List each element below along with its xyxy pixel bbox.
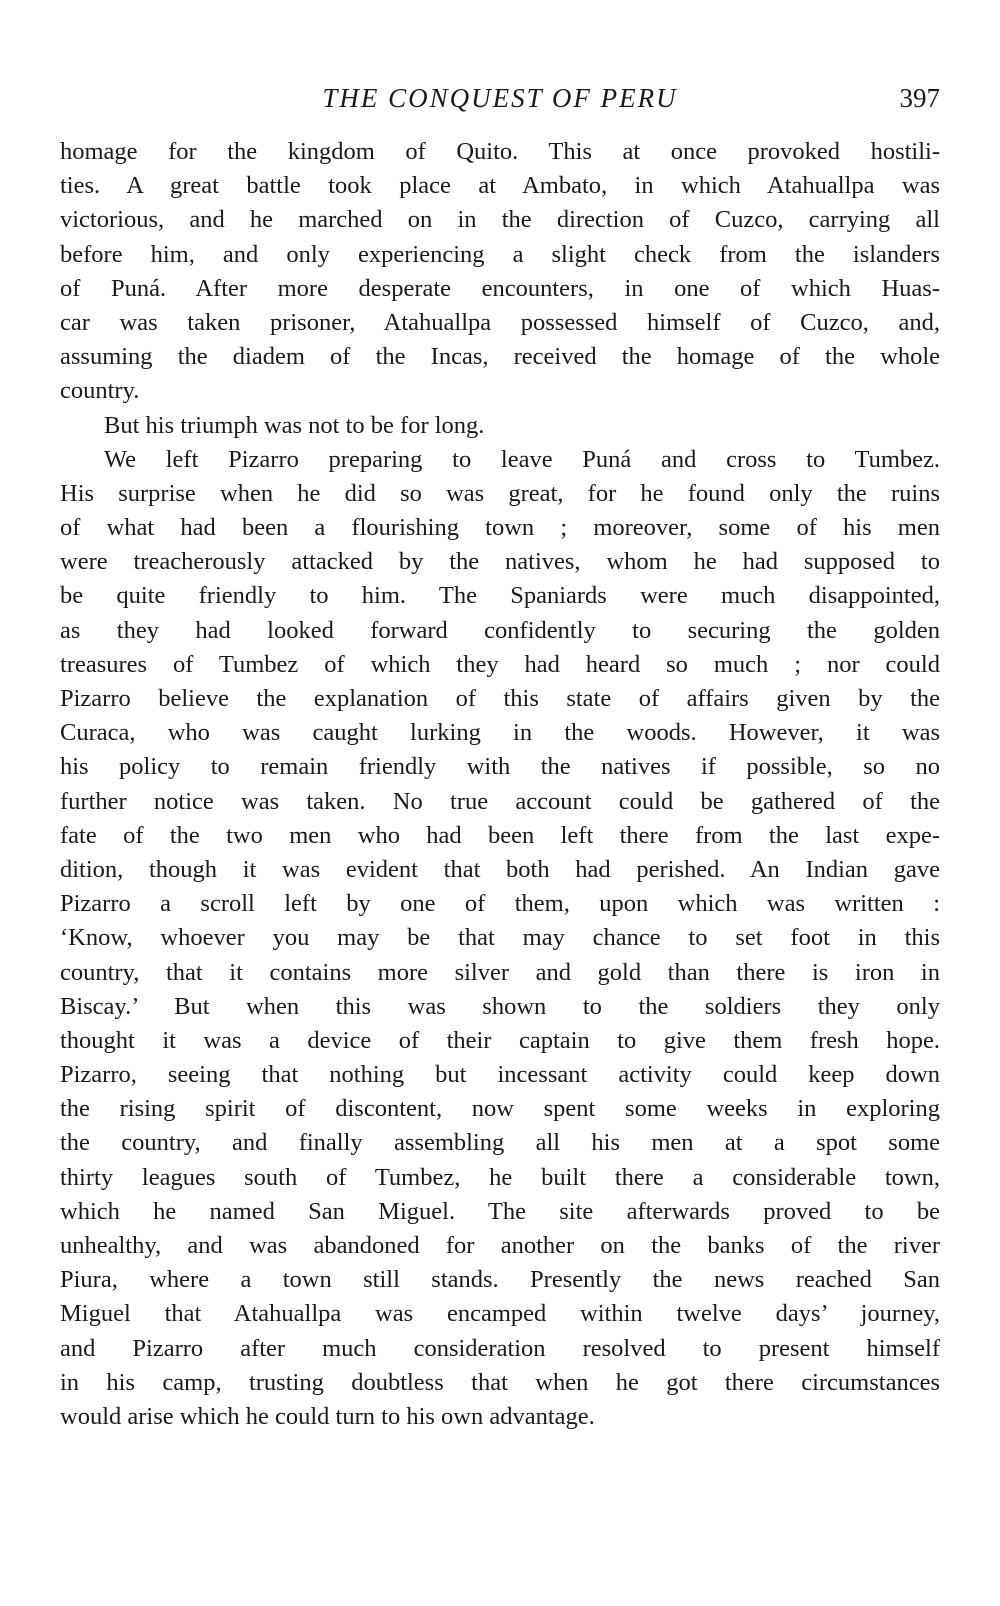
paragraph [60,409,940,443]
text-line: Pizarro, seeing that nothing but incessant activity could keep down [60,1061,940,1089]
text-line: We left Pizarro preparing to leave Puná and cross to Tumbez. [104,445,940,473]
text-line: But his triumph was not to be for long. [104,411,485,439]
text-line: country, that it contains more silver and gold than there is iron in [60,958,940,986]
text-line: unhealthy, and was abandoned for another on the banks of the river [60,1232,940,1259]
text-line: his policy to remain friendly with the natives if possible, so no [60,753,940,781]
running-title: THE CONQUEST OF PERU [322,83,678,113]
text-line: Pizarro believe the explanation of this state of affairs given by the [60,685,940,712]
text-line: dition, though it was evident that both had perished. An Indian gave [60,855,940,883]
text-line: ties. A great battle took place at Ambato, in which Atahuallpa was [60,172,940,200]
text-line: the country, and finally assembling all his men at a spot some [60,1129,940,1157]
text-line: Biscay.’ But when this was shown to the soldiers they only [60,992,940,1020]
text-line: and Pizarro after much consideration resolved to present himself [60,1334,940,1362]
text-line: thirty leagues south of Tumbez, he built there a considerable town, [60,1163,940,1191]
paragraph [60,443,940,1434]
text-line: of Puná. After more desperate encounters, in one of which Huas- [60,274,940,302]
text-line: Piura, where a town still stands. Presently the news reached San [60,1266,940,1294]
body-text [60,135,940,1434]
text-line: the rising spirit of discontent, now spent some weeks in exploring [60,1095,940,1123]
text-line: His surprise when he did so was great, for he found only the ruins [60,479,940,507]
text-line: victorious, and he marched on in the direction of Cuzco, carrying all [60,206,940,234]
page-number: 397 [899,83,940,113]
text-line: ‘Know, whoever you may be that may chance to set foot in this [60,924,940,952]
text-line: thought it was a device of their captain to give them fresh hope. [60,1026,940,1054]
text-line: assuming the diadem of the Incas, received the homage of the whole [60,343,940,371]
running-head [60,78,940,118]
text-line: were treacherously attacked by the natives, whom he had supposed to [60,548,940,576]
text-line: as they had looked forward confidently to securing the golden [60,616,940,644]
text-line: be quite friendly to him. The Spaniards were much disappointed, [60,582,940,610]
text-line: further notice was taken. No true account could be gathered of the [60,787,940,815]
paragraph [60,135,940,409]
text-line: would arise which he could turn to his own advantage. [60,1402,595,1430]
text-line: before him, and only experiencing a slight check from the islanders [60,240,940,268]
text-line: of what had been a flourishing town ; moreover, some of his men [60,514,940,542]
text-line: which he named San Miguel. The site afterwards proved to be [60,1197,940,1225]
text-line: Miguel that Atahuallpa was encamped within twelve days’ journey, [60,1300,940,1328]
text-line: treasures of Tumbez of which they had heard so much ; nor could [60,650,940,678]
text-line: Pizarro a scroll left by one of them, upon which was written : [60,890,940,918]
text-line: homage for the kingdom of Quito. This at once provoked hostili- [60,138,940,165]
text-line: country. [60,377,140,405]
text-line: car was taken prisoner, Atahuallpa possessed himself of Cuzco, and, [60,308,940,336]
text-line: fate of the two men who had been left there from the last expe- [60,821,940,849]
text-line: in his camp, trusting doubtless that when he got there circumstances [60,1368,940,1396]
text-line: Curaca, who was caught lurking in the woods. However, it was [60,719,940,747]
